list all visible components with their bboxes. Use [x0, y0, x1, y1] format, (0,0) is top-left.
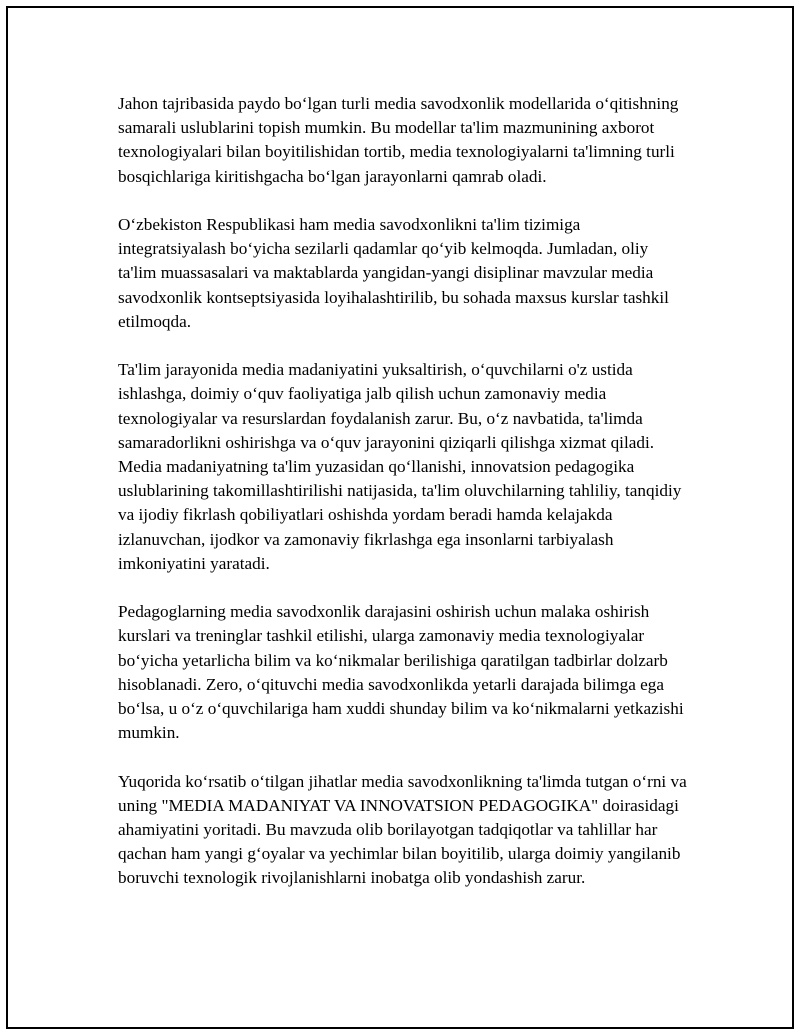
paragraph-4: Pedagoglarning media savodxonlik darajasini oshirish uchun malaka oshirish kurslari va treninglar tashkil etilishi, ularga zamonaviy media texnologiyalar boʻyicha yetarlicha bilim va koʻnikmalar berilishiga qaratilgan tadbirlar dolzarb hisoblanadi. Zero, oʻqituvchi media savodxonlikda yetarli darajada bilimga ega boʻlsa, u oʻz oʻquvchilariga ham xuddi shunday bilim va koʻnikmalarni yetkazishi mumkin.	[118, 602, 684, 743]
paragraph-5: Yuqorida koʻrsatib oʻtilgan jihatlar media savodxonlikning ta'limda tutgan oʻrni va uning "MEDIA MADANIYAT VA INNOVATSION PEDAGOGIKA" doirasidagi ahamiyatini yoritadi. Bu mavzuda olib borilayotgan tadqiqotlar va tahlillar har qachan ham yangi gʻoyalar va yechimlar bilan boyitilib, ularga doimiy yangilanib boruvchi texnologik rivojlanishlarni inobatga olib yondashish zarur.	[118, 771, 687, 888]
paragraph-2: Oʻzbekiston Respublikasi ham media savodxonlikni ta'lim tizimiga integratsiyalash boʻyicha sezilarli qadamlar qoʻyib kelmoqda. Jumladan, oliy ta'lim muassasalari va maktablarda yangidan-yangi disiplinar mavzular media savodxonlik kontseptsiyasida loyihalashtirilib, bu sohada maxsus kurslar tashkil etilmoqda.	[118, 215, 669, 331]
paragraph-3: Ta'lim jarayonida media madaniyatini yuksaltirish, oʻquvchilarni o'z ustida ishlashga, doimiy oʻquv faoliyatiga jalb qilish uchun zamonaviy media texnologiyalar va resurslardan foydalanish zarur. Bu, oʻz navbatida, ta'limda samaradorlikni oshirishga va oʻquv jarayonini qiziqarli qilishga xizmat qiladi. Media madaniyatning ta'lim yuzasidan qoʻllanishi, innovatsion pedagogika uslublarining takomillashtirilishi natijasida, ta'lim oluvchilarning tahliliy, tanqidiy va ijodiy fikrlash qobiliyatlari oshishda yordam beradi hamda kelajakda izlanuvchan, ijodkor va zamonaviy fikrlashga ega insonlarni tarbiyalash imkoniyatini yaratadi.	[118, 360, 682, 573]
document-body	[118, 92, 690, 891]
paragraph-1: Jahon tajribasida paydo boʻlgan turli media savodxonlik modellarida oʻqitishning samarali uslublarini topish mumkin. Bu modellar ta'lim mazmunining axborot texnologiyalari bilan boyitilishidan tortib, media texnologiyalarni ta'limning turli bosqichlariga kiritishgacha boʻlgan jarayonlarni qamrab oladi.	[118, 94, 679, 186]
